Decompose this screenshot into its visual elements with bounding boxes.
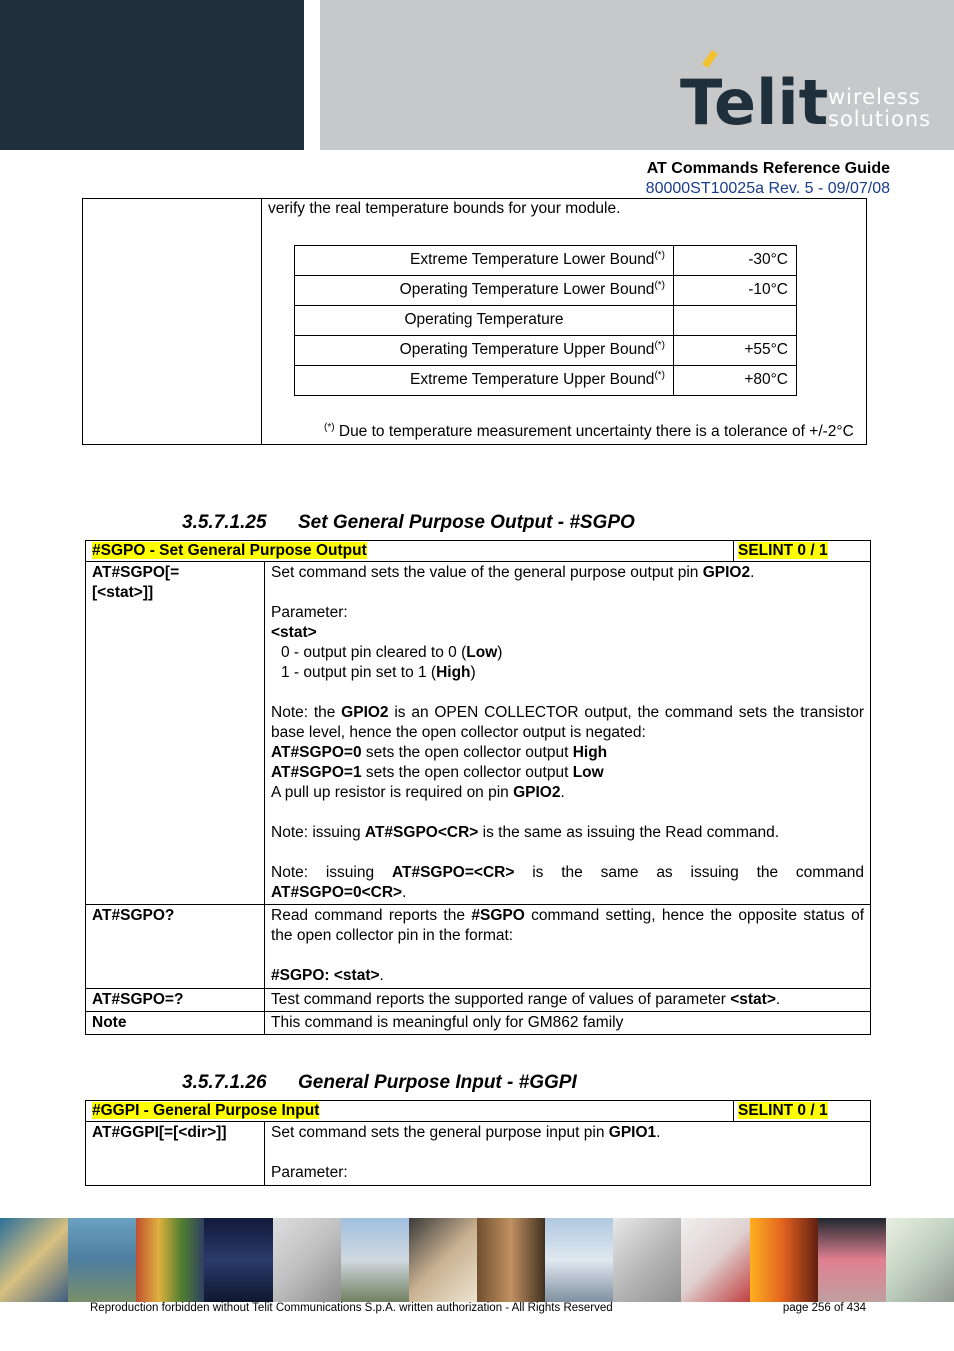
bound-value: -10°C [674, 276, 797, 306]
table-header-row [86, 1101, 871, 1122]
bound-label: Operating Temperature Upper Bound [399, 341, 655, 358]
band-photo [818, 1218, 886, 1302]
selint-badge: SELINT 0 / 1 [738, 542, 828, 559]
document-revision: 80000ST10025a Rev. 5 - 09/07/08 [645, 180, 890, 197]
band-photo [0, 1218, 68, 1302]
command-header-label: #SGPO - Set General Purpose Output [92, 542, 367, 559]
band-photo [545, 1218, 613, 1302]
band-photo [681, 1218, 749, 1302]
table-row [86, 905, 871, 989]
table-row [86, 1012, 871, 1035]
read-command-description: Read command reports the #SGPO command setting, hence the opposite status of the open collector pin in the format: #SGPO: <stat>. [265, 905, 871, 989]
document-title-block [646, 159, 890, 199]
bound-row: Extreme Temperature Upper Bound(*) +80°C [295, 366, 797, 396]
test-command-name: AT#SGPO=? [86, 989, 265, 1012]
set-command-description: Set command sets the value of the general purpose output pin GPIO2. Parameter: <stat> 0 - output pin cleared to 0 (Low) 1 - output pin set to 1 (High) Note: the GPIO2 is an OPEN COLLECTOR output, the command sets the transistor base level, hence the open collector output is negated: AT#SGPO=0 sets the open collector output High AT#SGPO=1 sets the open collector output Low A pull up resistor is required on pin GPIO2. Note: issuing AT#SGPO<CR> is the same as issuing the Read command. Note: issuing AT#SGPO=<CR> is the same as issuing the command AT#SGPO=0<CR>. [265, 562, 871, 905]
bound-value: +55°C [674, 336, 797, 366]
section-heading-ggpi [182, 1072, 577, 1094]
ggpi-command-table [85, 1100, 871, 1186]
band-photo [477, 1218, 545, 1302]
table-row [86, 1122, 871, 1186]
svg-text:solutions: solutions [828, 107, 932, 131]
bound-value: +80°C [674, 366, 797, 396]
sgpo-command-table [85, 540, 871, 1035]
svg-text:Telit: Telit [680, 66, 829, 134]
continued-right-cell [262, 199, 867, 445]
band-photo [886, 1218, 954, 1302]
bound-value [674, 306, 797, 336]
telit-logo [676, 48, 936, 134]
bound-row [295, 306, 797, 336]
band-photo [68, 1218, 136, 1302]
command-header-label: #GGPI - General Purpose Input [92, 1102, 320, 1119]
band-photo [341, 1218, 409, 1302]
continued-intro: verify the real temperature bounds for your module. [268, 200, 621, 217]
section-number: 3.5.7.1.25 [182, 512, 267, 533]
section-heading-sgpo [182, 512, 635, 534]
footer-page-number: page 256 of 434 [782, 1302, 866, 1314]
band-photo [136, 1218, 204, 1302]
bound-label: Extreme Temperature Lower Bound [410, 251, 655, 268]
table-row [86, 989, 871, 1012]
bound-label: Operating Temperature [404, 311, 564, 328]
bound-row: Operating Temperature Upper Bound(*) +55°C [295, 336, 797, 366]
bound-value: -30°C [674, 246, 797, 276]
selint-badge: SELINT 0 / 1 [738, 1102, 828, 1119]
band-photo [750, 1218, 818, 1302]
band-photo [409, 1218, 477, 1302]
continued-left-cell [83, 199, 262, 445]
set-command-name: AT#SGPO[= [<stat>]] [86, 562, 265, 905]
document-title: AT Commands Reference Guide [646, 160, 890, 177]
read-command-name: AT#SGPO? [86, 905, 265, 989]
bound-row: Extreme Temperature Lower Bound(*) -30°C [295, 246, 797, 276]
section-title: Set General Purpose Output - #SGPO [298, 512, 635, 533]
footer-copyright: Reproduction forbidden without Telit Communications S.p.A. written authorization - All Rights Reserved [90, 1302, 613, 1314]
table-row [86, 562, 871, 905]
bound-row: Operating Temperature Lower Bound(*) -10°C [295, 276, 797, 306]
bound-label: Operating Temperature Lower Bound [399, 281, 655, 298]
note-description: This command is meaningful only for GM862 family [265, 1012, 871, 1035]
svg-text:wireless: wireless [828, 85, 921, 109]
test-command-description: Test command reports the supported range of values of parameter <stat>. [265, 989, 871, 1012]
section-title: General Purpose Input - #GGPI [298, 1072, 577, 1093]
table-header-row [86, 541, 871, 562]
set-command-description: Set command sets the general purpose input pin GPIO1. Parameter: [265, 1122, 871, 1186]
note-label: Note [86, 1012, 265, 1035]
section-number: 3.5.7.1.26 [182, 1072, 267, 1093]
tolerance-note: (*) Due to temperature measurement uncertainty there is a tolerance of +/-2°C [324, 421, 854, 440]
band-photo [273, 1218, 341, 1302]
band-photo [613, 1218, 681, 1302]
header-dark-panel [0, 0, 304, 150]
set-command-name: AT#GGPI[=[<dir>]] [86, 1122, 265, 1186]
footer-image-band [0, 1218, 954, 1302]
band-photo [204, 1218, 272, 1302]
temperature-bounds-table [294, 245, 797, 396]
bound-label: Extreme Temperature Upper Bound [410, 371, 655, 388]
page-footer [90, 1302, 866, 1314]
continued-table [82, 198, 867, 445]
